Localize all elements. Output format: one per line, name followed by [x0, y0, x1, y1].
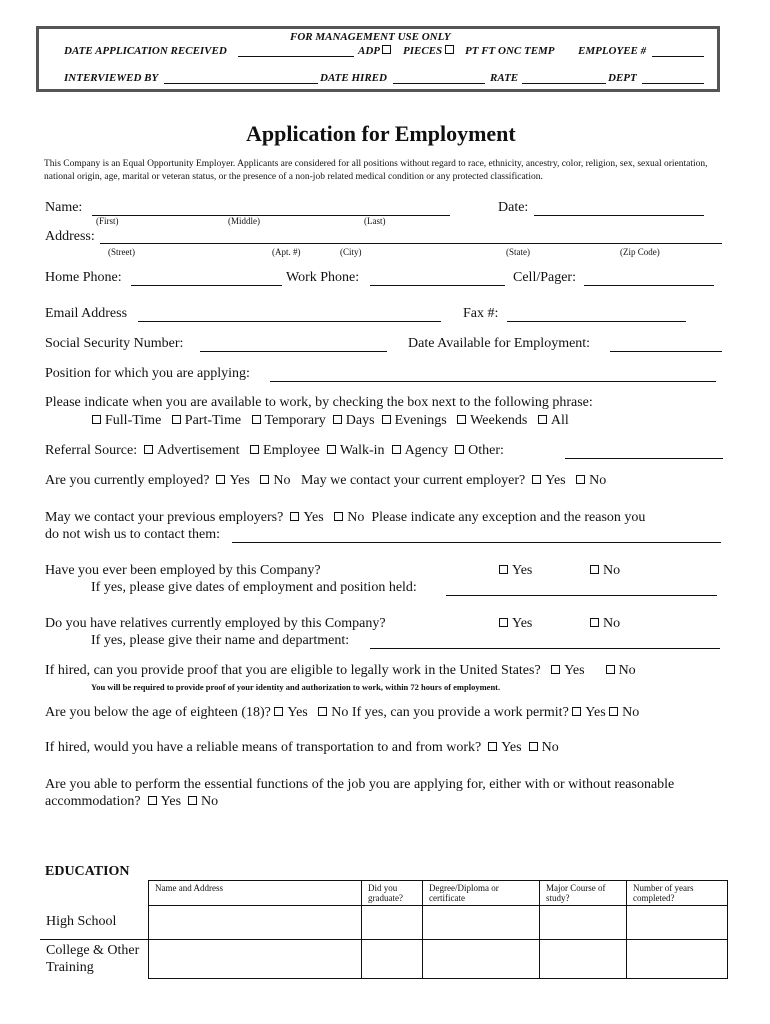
exception-line[interactable] — [232, 542, 721, 543]
other-label: Other: — [468, 443, 504, 458]
relatives-line[interactable] — [370, 648, 720, 649]
all-checkbox[interactable] — [538, 415, 547, 424]
name-label: Name: — [45, 200, 83, 215]
first-caption: (First) — [96, 216, 119, 226]
permit-yes-label: Yes — [585, 705, 606, 720]
referral-label: Referral Source: — [45, 443, 138, 458]
col-major: Major Course of study? — [540, 881, 627, 906]
contact-previous-yes-checkbox[interactable] — [290, 512, 299, 521]
agency-checkbox[interactable] — [392, 445, 401, 454]
contact-current-no-checkbox[interactable] — [576, 475, 585, 484]
contact-previous-question: May we contact your previous employers? — [45, 510, 284, 525]
permit-question: If yes, can you provide a work permit? — [351, 705, 569, 720]
management-heading: FOR MANAGEMENT USE ONLY — [290, 31, 451, 43]
interviewed-by-line[interactable] — [164, 83, 318, 84]
work-phone-label: Work Phone: — [286, 270, 360, 285]
weekends-checkbox[interactable] — [457, 415, 466, 424]
employed-before-yes-checkbox[interactable] — [499, 565, 508, 574]
transport-yes-label: Yes — [501, 740, 522, 755]
temporary-label: Temporary — [264, 413, 326, 428]
advertisement-checkbox[interactable] — [144, 445, 153, 454]
col-graduate: Did you graduate? — [362, 881, 423, 906]
relatives-yes-checkbox[interactable] — [499, 618, 508, 627]
date-received-label: DATE APPLICATION RECEIVED — [64, 45, 227, 57]
street-caption: (Street) — [108, 247, 135, 257]
college-name-cell[interactable] — [149, 940, 362, 979]
under18-yes-label: Yes — [287, 705, 308, 720]
ssn-label: Social Security Number: — [45, 336, 184, 351]
permit-no-checkbox[interactable] — [609, 707, 618, 716]
employed-before-no-checkbox[interactable] — [590, 565, 599, 574]
employed-before-followup: If yes, please give dates of employment and position held: — [91, 580, 417, 595]
under18-no-checkbox[interactable] — [318, 707, 327, 716]
contact-current-question: May we contact your current employer? — [300, 473, 526, 488]
essential-no-checkbox[interactable] — [188, 796, 197, 805]
email-line[interactable] — [138, 321, 441, 322]
address-line[interactable] — [100, 243, 722, 244]
name-line[interactable] — [92, 215, 450, 216]
employed-before-yes — [499, 563, 532, 579]
education-heading: EDUCATION — [45, 864, 130, 879]
home-phone-label: Home Phone: — [45, 270, 122, 285]
contact-current-yes-label: Yes — [545, 473, 566, 488]
permit-yes-checkbox[interactable] — [572, 707, 581, 716]
email-label: Email Address — [45, 306, 128, 321]
ssn-line[interactable] — [200, 351, 387, 352]
availability-options — [92, 413, 569, 429]
employed-before-yes-label: Yes — [512, 563, 533, 578]
date-hired-line[interactable] — [393, 83, 485, 84]
employee-no-line[interactable] — [652, 56, 704, 57]
weekends-label: Weekends — [470, 413, 528, 428]
employed-before-line[interactable] — [446, 595, 717, 596]
contact-previous-no-label: No — [347, 510, 365, 525]
contact-previous-yes-label: Yes — [303, 510, 324, 525]
relatives-yes — [499, 616, 532, 632]
city-caption: (City) — [340, 247, 362, 257]
college-years-cell[interactable] — [627, 940, 728, 979]
high-school-years-cell[interactable] — [627, 906, 728, 940]
date-line[interactable] — [534, 215, 704, 216]
adp-label: ADP — [358, 45, 395, 57]
employee-no-label: EMPLOYEE # — [578, 45, 647, 57]
employed-before-no — [590, 563, 620, 579]
exception-question: Please indicate any exception and the reason you — [371, 510, 646, 525]
employed-yes-checkbox[interactable] — [216, 475, 225, 484]
currently-employed-row — [45, 473, 606, 489]
college-degree-cell[interactable] — [423, 940, 540, 979]
essential-no-label: No — [201, 794, 219, 809]
contact-current-yes-checkbox[interactable] — [532, 475, 541, 484]
employed-yes-label: Yes — [229, 473, 250, 488]
contact-current-no-label: No — [589, 473, 607, 488]
address-label: Address: — [45, 229, 95, 244]
under18-row — [45, 705, 639, 721]
eligible-no-label: No — [618, 663, 636, 678]
evenings-checkbox[interactable] — [382, 415, 391, 424]
contact-previous-row — [45, 510, 645, 526]
employee-checkbox[interactable] — [250, 445, 259, 454]
days-label: Days — [345, 413, 375, 428]
employed-before-no-label: No — [603, 563, 621, 578]
transport-question: If hired, would you have a reliable means of transportation to and from work? — [45, 740, 482, 755]
pieces-label: PIECES — [403, 45, 458, 57]
dept-line[interactable] — [642, 83, 704, 84]
eligible-row — [45, 663, 636, 679]
transport-yes-checkbox[interactable] — [488, 742, 497, 751]
temporary-checkbox[interactable] — [252, 415, 261, 424]
dept-label: DEPT — [608, 72, 637, 84]
transport-row — [45, 740, 559, 756]
rate-line[interactable] — [522, 83, 606, 84]
employed-no-label: No — [273, 473, 291, 488]
cell-line[interactable] — [584, 285, 714, 286]
essential-row-2 — [45, 794, 218, 810]
relatives-yes-label: Yes — [512, 616, 533, 631]
high-school-name-cell[interactable] — [149, 906, 362, 940]
college-major-cell[interactable] — [540, 940, 627, 979]
last-caption: (Last) — [364, 216, 386, 226]
advertisement-label: Advertisement — [157, 443, 240, 458]
high-school-degree-cell[interactable] — [423, 906, 540, 940]
date-label: Date: — [498, 200, 529, 215]
essential-yes-label: Yes — [160, 794, 182, 809]
pieces-checkbox[interactable] — [445, 45, 454, 54]
high-school-label: High School — [40, 906, 149, 940]
position-label: Position for which you are applying: — [45, 366, 250, 381]
date-available-line[interactable] — [610, 351, 722, 352]
full-time-label: Full-Time — [105, 413, 162, 428]
full-time-checkbox[interactable] — [92, 415, 101, 424]
college-graduate-cell[interactable] — [362, 940, 423, 979]
transport-no-label: No — [541, 740, 559, 755]
eligible-yes-label: Yes — [564, 663, 585, 678]
apt-caption: (Apt. #) — [272, 247, 301, 257]
page-title: Application for Employment — [246, 121, 516, 146]
eligible-question: If hired, can you provide proof that you are eligible to legally work in the United States? — [45, 663, 541, 678]
referral-row — [45, 443, 504, 459]
part-time-checkbox[interactable] — [172, 415, 181, 424]
fax-label: Fax #: — [463, 306, 499, 321]
work-phone-line[interactable] — [370, 285, 505, 286]
col-degree: Degree/Diploma or certificate — [423, 881, 540, 906]
eligible-no-checkbox[interactable] — [606, 665, 615, 674]
other-line[interactable] — [565, 458, 723, 459]
relatives-followup: If yes, please give their name and department: — [91, 633, 350, 648]
eligible-note: You will be required to provide proof of your identity and authorization to work, within 72 hours of employment. — [91, 682, 501, 692]
high-school-major-cell[interactable] — [540, 906, 627, 940]
position-line[interactable] — [270, 381, 716, 382]
rate-label: RATE — [490, 72, 519, 84]
essential-yes-checkbox[interactable] — [148, 796, 157, 805]
employed-no-checkbox[interactable] — [260, 475, 269, 484]
interviewed-by-label: INTERVIEWED BY — [64, 72, 159, 84]
essential-question-2: accommodation? — [45, 794, 141, 809]
under18-no-label: No — [331, 705, 349, 720]
other-checkbox[interactable] — [455, 445, 464, 454]
adp-checkbox[interactable] — [382, 45, 391, 54]
agency-label: Agency — [404, 443, 449, 458]
date-available-label: Date Available for Employment: — [408, 336, 591, 351]
contact-previous-no-checkbox[interactable] — [334, 512, 343, 521]
employed-before-question: Have you ever been employed by this Company? — [45, 563, 321, 578]
zip-caption: (Zip Code) — [620, 247, 660, 257]
relatives-question: Do you have relatives currently employed by this Company? — [45, 616, 386, 631]
state-caption: (State) — [506, 247, 530, 257]
under18-question: Are you below the age of eighteen (18)? — [45, 705, 271, 720]
education-table — [40, 880, 728, 979]
availability-prompt: Please indicate when you are available to work, by checking the box next to the following phrase: — [45, 395, 593, 410]
eeo-statement: This Company is an Equal Opportunity Employer. Applicants are considered for all positions without regard to race, ethnicity, ancestry, color, religion, sex, sexual orientation, national origin, age, marital or veteran status, or the presence of a non-job related medical condition or any protected classification. — [44, 159, 708, 182]
relatives-no-label: No — [603, 616, 621, 631]
home-phone-line[interactable] — [131, 285, 282, 286]
permit-no-label: No — [622, 705, 640, 720]
walk-in-label: Walk-in — [339, 443, 385, 458]
currently-employed-question: Are you currently employed? — [45, 473, 210, 488]
pt-ft-label: PT FT ONC TEMP — [465, 45, 555, 57]
evenings-label: Evenings — [394, 413, 447, 428]
transport-no-checkbox[interactable] — [529, 742, 538, 751]
date-received-line[interactable] — [238, 56, 354, 57]
exception-question-2: do not wish us to contact them: — [45, 527, 220, 542]
employee-label: Employee — [263, 443, 320, 458]
middle-caption: (Middle) — [228, 216, 260, 226]
essential-question: Are you able to perform the essential functions of the job you are applying for, either with or without reasonable — [45, 777, 675, 792]
college-label: College & Other Training — [40, 940, 149, 979]
high-school-graduate-cell[interactable] — [362, 906, 423, 940]
date-hired-label: DATE HIRED — [320, 72, 387, 84]
relatives-no-checkbox[interactable] — [590, 618, 599, 627]
fax-line[interactable] — [507, 321, 686, 322]
col-years: Number of years completed? — [627, 881, 728, 906]
cell-label: Cell/Pager: — [513, 270, 576, 285]
all-label: All — [550, 413, 569, 428]
walk-in-checkbox[interactable] — [327, 445, 336, 454]
part-time-label: Part-Time — [184, 413, 242, 428]
education-corner — [40, 881, 149, 906]
under18-yes-checkbox[interactable] — [274, 707, 283, 716]
col-name-address: Name and Address — [149, 881, 362, 906]
days-checkbox[interactable] — [333, 415, 342, 424]
eligible-yes-checkbox[interactable] — [551, 665, 560, 674]
relatives-no — [590, 616, 620, 632]
